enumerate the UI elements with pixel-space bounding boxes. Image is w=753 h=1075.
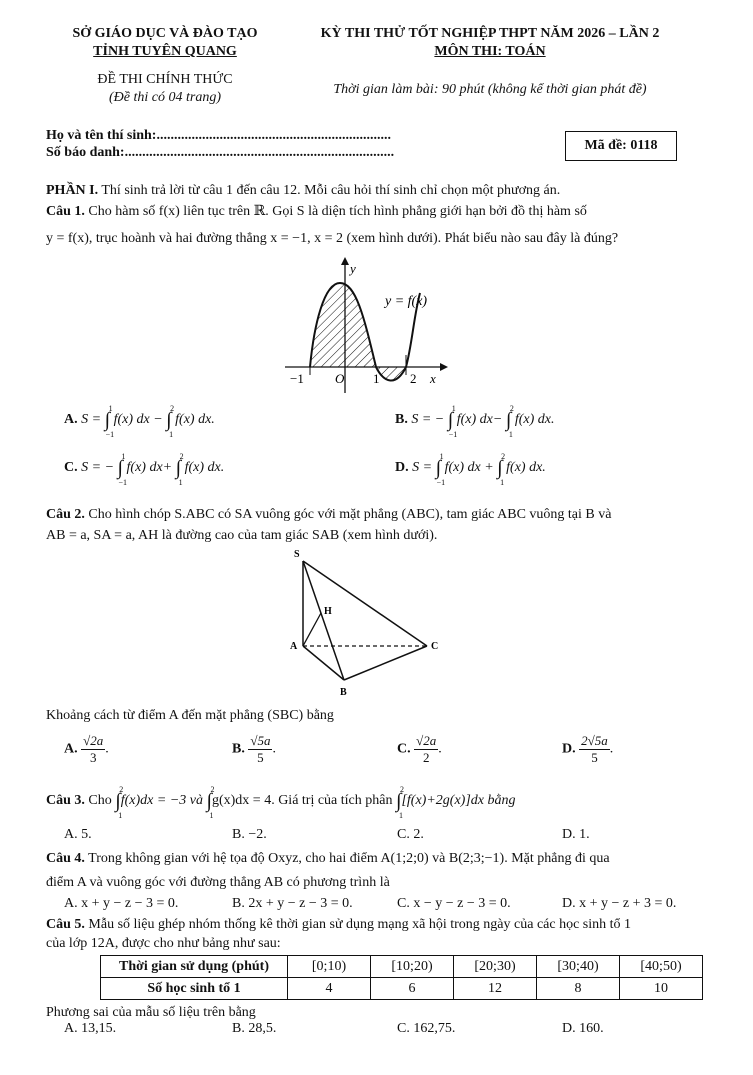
fraction bbox=[248, 733, 272, 766]
question-5-line-2: của lớp 12A, được cho như bảng như sau: bbox=[46, 936, 281, 951]
table-cell: 8 bbox=[537, 978, 620, 1000]
lower-limit: 1 bbox=[500, 477, 505, 487]
table-cell: [20;30) bbox=[454, 956, 537, 978]
numerator: √2a bbox=[416, 733, 437, 748]
part-heading: PHẦN I. bbox=[46, 183, 99, 198]
q5-option-d[interactable]: D. 160. bbox=[562, 1021, 604, 1036]
q2-option-c[interactable]: C. $\frac{√2a}{2}$ . bbox=[397, 733, 442, 765]
q1-option-b-label: B. bbox=[395, 412, 408, 427]
q4-option-a[interactable]: A. x + y − z − 3 = 0. bbox=[64, 896, 179, 911]
lower-limit: −1 bbox=[448, 429, 458, 439]
lower-limit: 1 bbox=[209, 810, 214, 820]
lower-limit: 1 bbox=[118, 810, 123, 820]
q2-option-b[interactable]: B. $\frac{√5a}{5}$ . bbox=[232, 733, 276, 765]
candidate-id-field: Số báo danh:............................................................................. bbox=[46, 145, 395, 160]
question-5-text-1: Mẫu số liệu ghép nhóm thống kê thời gian sử dụng mạng xã hội trong ngày của các học sinh tổ 1 bbox=[84, 917, 632, 932]
question-2-label: Câu 2. bbox=[46, 507, 85, 522]
q3-option-b[interactable]: B. −2. bbox=[232, 827, 267, 842]
lower-limit: 1 bbox=[169, 429, 174, 439]
table-cell: [40;50) bbox=[620, 956, 703, 978]
q1-option-b[interactable] bbox=[395, 403, 555, 439]
q1-option-a[interactable] bbox=[64, 403, 215, 439]
lower-limit: 1 bbox=[398, 810, 403, 820]
upper-limit: 1 bbox=[108, 403, 113, 413]
upper-limit: 2 bbox=[170, 403, 175, 413]
denominator: 5 bbox=[591, 750, 598, 765]
q5-option-c[interactable]: C. 162,75. bbox=[397, 1021, 456, 1036]
table-cell: [30;40) bbox=[537, 956, 620, 978]
integral-sign: ∫ 2 1 bbox=[206, 784, 215, 820]
x-axis-arrow bbox=[440, 363, 448, 371]
vertex-b: B bbox=[340, 687, 347, 698]
table-cell: 12 bbox=[454, 978, 537, 1000]
lower-limit: 1 bbox=[178, 477, 183, 487]
question-3-text-3: g(x)dx = 4. Giá trị của tích phân bbox=[211, 793, 393, 808]
edge-bc bbox=[344, 646, 427, 680]
pages-note: (Đề thi có 04 trang) bbox=[109, 90, 221, 105]
tick-minus-1: −1 bbox=[290, 371, 304, 386]
table-header-count: Số học sinh tổ 1 bbox=[101, 978, 288, 1000]
integral-sign: ∫ 1 −1 bbox=[117, 451, 128, 487]
question-3-text-2: f(x)dx = −3 và bbox=[120, 793, 203, 808]
denominator: 3 bbox=[89, 750, 97, 765]
official-label: ĐỀ THI CHÍNH THỨC bbox=[97, 72, 233, 87]
question-4-line-1 bbox=[46, 851, 610, 867]
question-5-label: Câu 5. bbox=[46, 917, 85, 932]
table-cell: 10 bbox=[620, 978, 703, 1000]
q2-option-b-label: B. bbox=[232, 741, 245, 757]
question-2-text-1: Cho hình chóp S.ABC có SA vuông góc với mặt phẳng (ABC), tam giác ABC vuông tại B và bbox=[84, 507, 612, 522]
q1-option-a-post: f(x) dx. bbox=[175, 412, 215, 427]
exam-code-box: Mã đề: 0118 bbox=[565, 131, 677, 161]
vertex-a: A bbox=[290, 641, 298, 652]
lower-limit: −1 bbox=[105, 429, 115, 439]
integral-sign: ∫ 1 −1 bbox=[104, 403, 115, 439]
q1-option-a-lhs: S = bbox=[81, 412, 102, 427]
q1-option-d-post: f(x) dx. bbox=[506, 460, 546, 475]
q1-option-c-mid: f(x) dx+ bbox=[126, 460, 173, 475]
q5-option-a[interactable]: A. 13,15. bbox=[64, 1021, 117, 1036]
q1-option-c-post: f(x) dx. bbox=[184, 460, 225, 475]
candidate-name-field: Họ và tên thí sinh:................................................................... bbox=[46, 128, 391, 143]
exam-title: KỲ THI THỬ TỐT NGHIỆP THPT NĂM 2026 – LẦN 2 bbox=[320, 26, 660, 41]
q3-option-a[interactable]: A. 5. bbox=[64, 827, 92, 842]
upper-limit: 2 bbox=[179, 451, 184, 461]
question-4-line-2: điểm A và vuông góc với đường thẳng AB có phương trình là bbox=[46, 875, 390, 890]
tick-2: 2 bbox=[410, 371, 417, 386]
fraction bbox=[81, 733, 105, 766]
q4-option-b[interactable]: B. 2x + y − z − 3 = 0. bbox=[232, 896, 353, 911]
lower-limit: 1 bbox=[508, 429, 513, 439]
question-1-line-2: y = f(x), trục hoành và hai đường thẳng x = −1, x = 2 (xem hình dưới). Phát biểu nào sau đây là đúng? bbox=[46, 231, 619, 246]
fraction bbox=[579, 733, 610, 766]
upper-limit: 2 bbox=[501, 451, 506, 461]
lower-limit: −1 bbox=[118, 477, 128, 487]
tick-1: 1 bbox=[373, 371, 380, 386]
q1-option-c-label: C. bbox=[64, 460, 78, 475]
frequency-table bbox=[100, 955, 703, 1000]
question-1-text-1: Cho hàm số f(x) liên tục trên ℝ. Gọi S là diện tích hình phẳng giới hạn bởi đồ thị hàm số bbox=[84, 204, 587, 219]
upper-limit: 1 bbox=[451, 403, 456, 413]
vertex-s: S bbox=[294, 549, 300, 560]
q2-option-a[interactable]: A. $\frac{√2a}{3}$ . bbox=[64, 733, 109, 765]
question-2-line-2: AB = a, SA = a, AH là đường cao của tam giác SAB (xem hình dưới). bbox=[46, 528, 438, 543]
department-name: SỞ GIÁO DỤC VÀ ĐÀO TẠO bbox=[72, 26, 258, 41]
q1-option-d[interactable] bbox=[395, 451, 546, 487]
upper-limit: 1 bbox=[121, 451, 126, 461]
integral-sign: ∫ 2 1 bbox=[175, 451, 184, 487]
y-axis-label: y bbox=[350, 261, 356, 276]
q2-option-d-label: D. bbox=[562, 741, 576, 757]
table-header-time: Thời gian sử dụng (phút) bbox=[101, 956, 288, 978]
subject-title: MÔN THI: TOÁN bbox=[434, 44, 546, 59]
lower-limit: −1 bbox=[436, 477, 446, 487]
integral-sign: ∫ 2 1 bbox=[395, 784, 404, 820]
question-4-text-1: Trong không gian với hệ tọa độ Oxyz, cho hai điểm A(1;2;0) và B(2;3;−1). Mặt phẳng đi qua bbox=[84, 851, 610, 866]
table-row bbox=[101, 956, 703, 978]
q1-option-b-lhs: S = − bbox=[411, 412, 445, 427]
table-cell: [0;10) bbox=[288, 956, 371, 978]
numerator: 2√5a bbox=[581, 733, 608, 748]
question-3-text-4: [f(x)+2g(x)]dx bằng bbox=[401, 793, 516, 808]
vertex-c: C bbox=[431, 641, 439, 652]
question-3-label: Câu 3. bbox=[46, 793, 85, 808]
integral-sign: ∫ 2 1 bbox=[166, 403, 175, 439]
upper-limit: 2 bbox=[210, 784, 215, 794]
altitude-ah bbox=[303, 613, 321, 646]
q1-option-c[interactable] bbox=[64, 451, 225, 487]
q2-option-d[interactable]: D. $\frac{2√5a}{5}$ . bbox=[562, 733, 614, 765]
question-5-line-1 bbox=[46, 917, 631, 933]
question-1-line-1 bbox=[46, 203, 587, 220]
fraction bbox=[414, 733, 438, 766]
question-4-label: Câu 4. bbox=[46, 851, 85, 866]
q1-option-a-mid: f(x) dx − bbox=[113, 412, 163, 427]
question-1-graph bbox=[280, 255, 455, 400]
denominator: 5 bbox=[257, 750, 264, 765]
numerator: √2a bbox=[83, 733, 104, 748]
numerator: √5a bbox=[250, 733, 271, 748]
table-row bbox=[101, 978, 703, 1000]
integral-sign: ∫ 1 −1 bbox=[447, 403, 458, 439]
question-3-text-1: Cho bbox=[84, 793, 112, 808]
pyramid-figure bbox=[280, 545, 450, 705]
upper-limit: 2 bbox=[399, 784, 404, 794]
q4-option-c[interactable]: C. x − y − z − 3 = 0. bbox=[397, 896, 511, 911]
time-note: Thời gian làm bài: 90 phút (không kể thời gian phát đề) bbox=[333, 82, 647, 97]
edge-sc bbox=[303, 561, 427, 646]
q1-option-b-post: f(x) dx. bbox=[514, 412, 555, 427]
question-2-line-1 bbox=[46, 507, 611, 523]
q1-option-c-lhs: S = − bbox=[81, 460, 115, 475]
upper-limit: 2 bbox=[509, 403, 514, 413]
q1-option-d-label: D. bbox=[395, 460, 409, 475]
y-axis-arrow bbox=[341, 257, 349, 265]
q1-option-d-lhs: S = bbox=[412, 460, 433, 475]
table-cell: 4 bbox=[288, 978, 371, 1000]
q1-option-a-label: A. bbox=[64, 412, 78, 427]
question-2-prompt: Khoảng cách từ điểm A đến mặt phẳng (SBC) bằng bbox=[46, 708, 334, 723]
q2-option-c-label: C. bbox=[397, 741, 411, 757]
upper-limit: 2 bbox=[119, 784, 124, 794]
question-1-label: Câu 1. bbox=[46, 204, 85, 219]
q1-option-d-mid: f(x) dx + bbox=[444, 460, 494, 475]
vertex-h: H bbox=[324, 606, 332, 617]
q1-option-b-mid: f(x) dx− bbox=[456, 412, 503, 427]
q5-option-b[interactable]: B. 28,5. bbox=[232, 1021, 277, 1036]
part-instruction-text: Thí sinh trả lời từ câu 1 đến câu 12. Mỗi câu hỏi thí sinh chỉ chọn một phương án. bbox=[98, 183, 561, 198]
part-one-instruction bbox=[46, 183, 560, 199]
q3-option-c[interactable]: C. 2. bbox=[397, 827, 424, 842]
q2-option-a-label: A. bbox=[64, 741, 78, 757]
curve-label: y = f(x) bbox=[385, 294, 428, 309]
upper-limit: 1 bbox=[439, 451, 444, 461]
q4-option-d[interactable]: D. x + y − z + 3 = 0. bbox=[562, 896, 677, 911]
question-5-prompt: Phương sai của mẫu số liệu trên bằng bbox=[46, 1005, 256, 1020]
origin-label: O bbox=[335, 371, 345, 386]
province-name: TỈNH TUYÊN QUANG bbox=[93, 44, 237, 59]
integral-sign: ∫ 2 1 bbox=[497, 451, 506, 487]
integral-sign: ∫ 2 1 bbox=[505, 403, 514, 439]
x-axis-label: x bbox=[430, 371, 436, 386]
q3-option-d[interactable]: D. 1. bbox=[562, 827, 590, 842]
denominator: 2 bbox=[422, 750, 430, 765]
table-cell: [10;20) bbox=[371, 956, 454, 978]
integral-sign: ∫ 1 −1 bbox=[435, 451, 446, 487]
table-cell: 6 bbox=[371, 978, 454, 1000]
integral-sign: ∫ 2 1 bbox=[115, 784, 124, 820]
question-3-line bbox=[46, 784, 516, 820]
